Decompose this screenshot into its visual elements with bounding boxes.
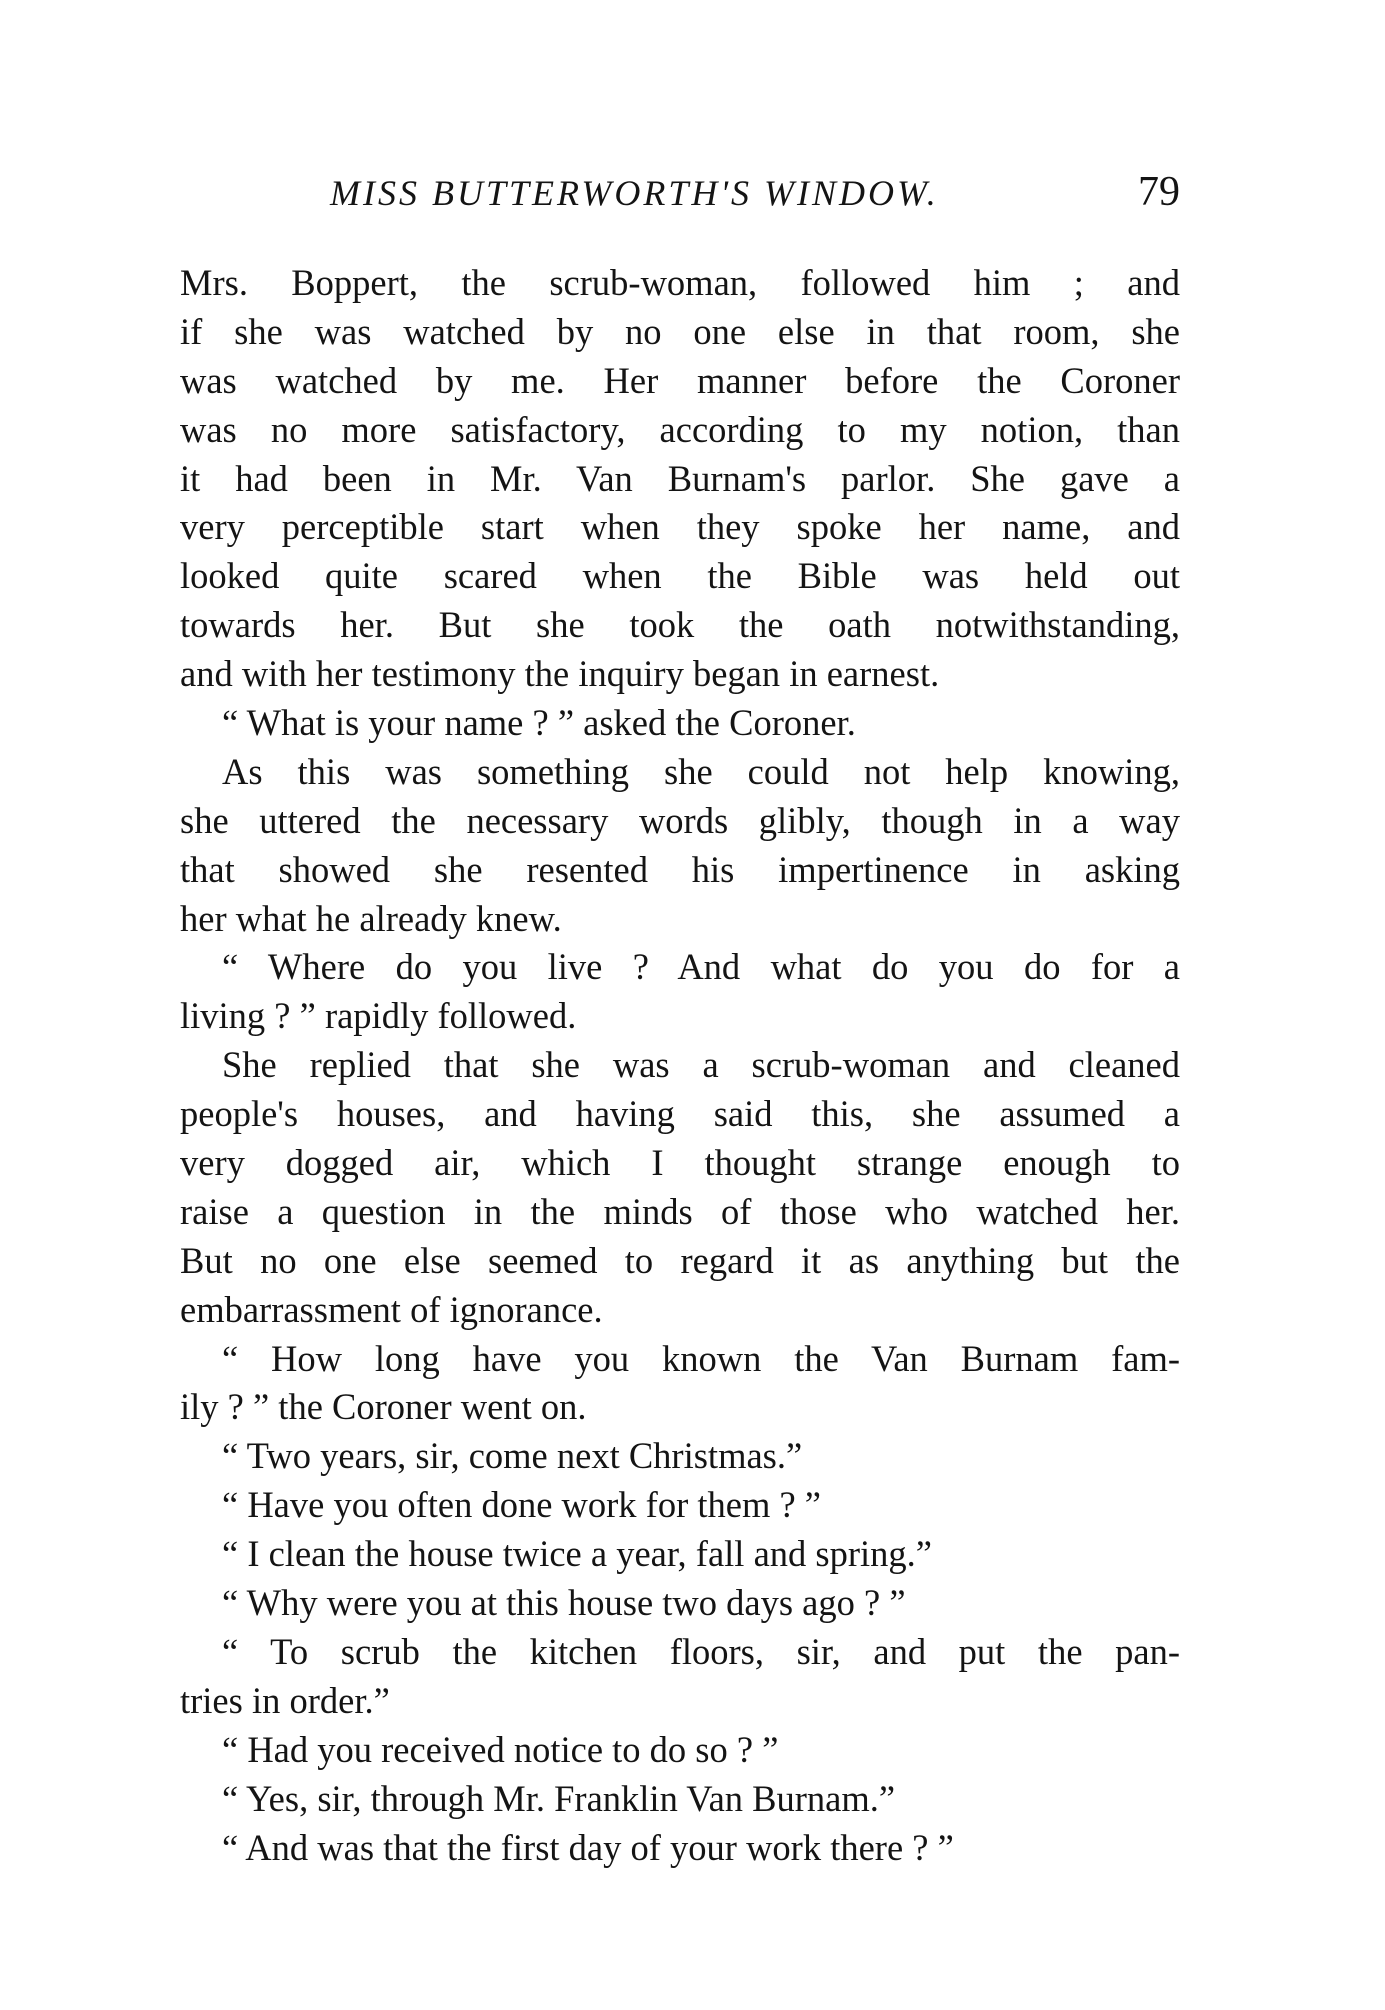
text-line: “ Where do you live ? And what do you do for a bbox=[222, 946, 1180, 988]
running-head bbox=[180, 168, 1180, 228]
text-line: people's houses, and having said this, she assumed a bbox=[180, 1093, 1180, 1135]
text-line: “ I clean the house twice a year, fall and spring.” bbox=[222, 1533, 932, 1575]
text-line: “ To scrub the kitchen floors, sir, and put the pan- bbox=[222, 1630, 1180, 1672]
running-title: MISS BUTTERWORTH'S WINDOW. bbox=[330, 173, 939, 213]
text-line: But no one else seemed to regard it as anything but the bbox=[180, 1239, 1180, 1281]
text-line: her what he already knew. bbox=[180, 897, 562, 939]
text-line: As this was something she could not help knowing, bbox=[222, 750, 1180, 792]
text-line: “ Yes, sir, through Mr. Franklin Van Burnam.” bbox=[222, 1777, 896, 1819]
text-line: was no more satisfactory, according to my notion, than bbox=[180, 408, 1180, 450]
text-line: she uttered the necessary words glibly, though in a way bbox=[180, 799, 1180, 841]
text-line: embarrassment of ignorance. bbox=[180, 1288, 603, 1330]
text-line: “ Had you received notice to do so ? ” bbox=[222, 1728, 779, 1770]
text-line: if she was watched by no one else in that room, she bbox=[180, 310, 1180, 352]
text-line: “ And was that the first day of your work there ? ” bbox=[222, 1826, 954, 1868]
text-line: “ How long have you known the Van Burnam fam- bbox=[222, 1337, 1180, 1379]
text-line: very dogged air, which I thought strange enough to bbox=[180, 1142, 1180, 1184]
text-line: She replied that she was a scrub-woman and cleaned bbox=[222, 1044, 1180, 1086]
text-line: and with her testimony the inquiry began in earnest. bbox=[180, 653, 940, 695]
text-line: Mrs. Boppert, the scrub-woman, followed him ; and bbox=[180, 262, 1180, 303]
text-line: raise a question in the minds of those who watched her. bbox=[180, 1190, 1180, 1232]
page-number: 79 bbox=[1138, 169, 1180, 215]
text-line: that showed she resented his impertinence in asking bbox=[180, 848, 1180, 890]
text-line: “ What is your name ? ” asked the Coroner. bbox=[222, 702, 856, 744]
text-line: “ Why were you at this house two days ago ? ” bbox=[222, 1582, 906, 1624]
text-line: “ Have you often done work for them ? ” bbox=[222, 1484, 821, 1526]
text-line: ily ? ” the Coroner went on. bbox=[180, 1386, 587, 1428]
text-line: very perceptible start when they spoke her name, and bbox=[180, 506, 1180, 548]
text-line: it had been in Mr. Van Burnam's parlor. She gave a bbox=[180, 457, 1180, 499]
text-line: “ Two years, sir, come next Christmas.” bbox=[222, 1435, 803, 1477]
text-line: towards her. But she took the oath notwithstanding, bbox=[180, 604, 1180, 646]
body-text bbox=[180, 259, 1180, 1872]
text-line: living ? ” rapidly followed. bbox=[180, 995, 577, 1037]
text-line: looked quite scared when the Bible was held out bbox=[180, 555, 1180, 597]
text-line: was watched by me. Her manner before the Coroner bbox=[180, 359, 1180, 401]
text-line: tries in order.” bbox=[180, 1679, 390, 1721]
